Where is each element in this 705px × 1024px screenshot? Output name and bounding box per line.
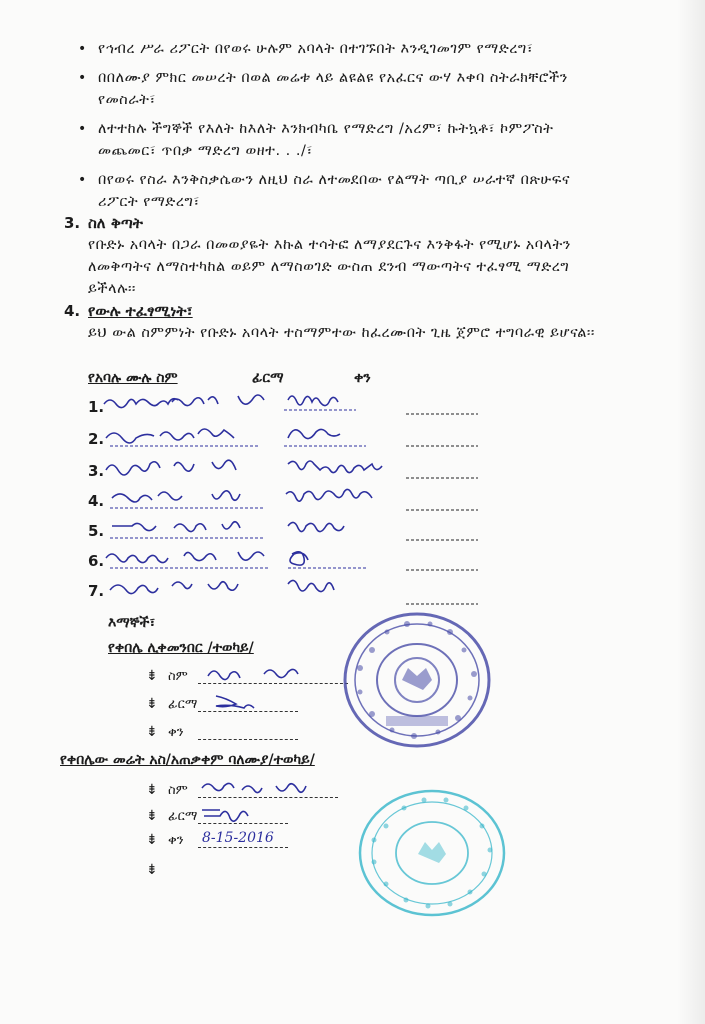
handwritten-name (198, 664, 348, 688)
expert-date-field (146, 832, 366, 854)
handwritten-signature (198, 804, 288, 828)
expert-name-field (146, 782, 366, 804)
arrow-bullet-icon: ⇟ (146, 782, 158, 798)
seal-stamp-icon (342, 610, 492, 750)
list-item (78, 169, 598, 213)
field-line (198, 739, 298, 740)
kebele-signature-field (146, 696, 366, 718)
handwritten-name-and-signature (88, 392, 488, 422)
handwritten-name-and-signature (88, 424, 488, 454)
member-signature-row (88, 392, 488, 422)
field-label: ቀን (168, 833, 184, 848)
section-penalty (64, 212, 604, 300)
field-line (198, 847, 288, 848)
row-number: 2. (88, 430, 105, 448)
land-office-seal (358, 788, 508, 922)
arrow-bullet-icon: ⇟ (146, 696, 158, 712)
row-number: 6. (88, 552, 105, 570)
member-signature-row (88, 546, 488, 576)
signature-table-header (88, 370, 388, 390)
field-label: ፊርማ (168, 809, 198, 824)
seal-stamp-icon (358, 788, 508, 918)
handwritten-name-and-signature (88, 546, 488, 576)
member-signature-row (88, 576, 488, 606)
expert-signature-field (146, 808, 366, 830)
field-label: ስም (168, 669, 188, 684)
section-number: 4. (64, 302, 81, 320)
bullet-dot: • (78, 70, 87, 86)
arrow-bullet-icon: ⇟ (146, 832, 158, 848)
witnesses-title: እማኞች፣ (108, 615, 156, 631)
field-label: ቀን (168, 725, 184, 740)
field-label: ስም (168, 783, 188, 798)
row-number: 7. (88, 582, 105, 600)
date-column-label: ቀን (354, 370, 371, 386)
handwritten-signature (198, 692, 298, 716)
member-signature-row (88, 486, 488, 516)
member-signature-row (88, 424, 488, 454)
land-expert-title: የቀበሌው መሬት አስ/አጠቃቀም ባለሙያ/ተወካይ/ (60, 752, 315, 768)
bullet-dot: • (78, 41, 87, 57)
section-body: የቡድኑ አባላት በጋራ በመወያዬት እኩል ተሳትፎ ለማያደርጉና እንቅፋት የሚሆኑ አባላትን ለመቅጣትና ለማስተካከል ወይም ለማስወገድ ውስጠ ደንብ ማውጣትና ተፈፃሚ ማድረግ ይችላሉ፡፡ (88, 237, 571, 297)
arrow-bullet-icon: ⇟ (146, 668, 158, 684)
bullet-text: የኅብረ ሥራ ሪፖርት በየወሩ ሁሉም አባላት በተገኙበት እንዲገመገም የማድረግ፣ (98, 41, 534, 57)
list-item (78, 38, 598, 60)
bullet-text: በበለሙያ ምክር መሠረት በወል መሬቱ ላይ ልዩልዩ የአፈርና ውሃ እቀባ ስትራክቸሮችን የመስራት፣ (98, 70, 568, 108)
kebele-date-field (146, 724, 366, 746)
list-item (78, 118, 598, 162)
arrow-bullet-icon: ⇟ (146, 724, 158, 740)
row-number: 5. (88, 522, 105, 540)
kebele-chairman-title: የቀበሌ ሊቀመንበር /ተወካይ/ (108, 640, 254, 656)
arrow-bullet-icon: ⇟ (146, 808, 158, 824)
section-title: ስለ ቅጣት (88, 214, 143, 232)
handwritten-date: 8-15-2016 (202, 830, 274, 846)
section-heading (64, 212, 604, 234)
section-number: 3. (64, 214, 81, 232)
page-edge-shadow (677, 0, 705, 1024)
bullet-list (78, 38, 598, 220)
kebele-official-seal (342, 610, 492, 754)
signature-column-label: ፊርማ (252, 370, 284, 386)
member-name-column-label: የአባሉ ሙሉ ስም (88, 370, 178, 386)
handwritten-name-and-signature (88, 516, 488, 546)
bullet-dot: • (78, 121, 87, 137)
section-body: ይህ ውል ስምምነት የቡድኑ አባላት ተስማምተው ከፈረሙበት ጊዜ ጀምሮ ተግባራዊ ይሆናል፡፡ (88, 325, 595, 341)
bullet-text: በየወሩ የስራ እንቅስቃሴውን ለዚህ ስራ ለተመደበው የልማት ጣቢያ ሠራተኛ በጽሁፍና ሪፖርት የማድረግ፣ (98, 172, 571, 210)
field-label: ፊርማ (168, 697, 198, 712)
handwritten-name (198, 778, 338, 802)
arrow-bullet-icon: ⇟ (146, 862, 158, 878)
handwritten-name-and-signature (88, 576, 488, 606)
handwritten-name-and-signature (88, 456, 488, 486)
row-number: 4. (88, 492, 105, 510)
list-item (78, 67, 598, 111)
bullet-dot: • (78, 172, 87, 188)
row-number: 3. (88, 462, 105, 480)
empty-arrow-item (146, 862, 186, 884)
bullet-text: ለተተከሉ ችግኞች የእለት ከእለት እንክብካቤ የማድረግ /አረም፣ ኩትኳቶ፣ ኮምፖስት መጨመር፣ ጥበቃ ማድረግ ወዘተ. . ./፣ (98, 121, 554, 159)
member-signature-row (88, 516, 488, 546)
kebele-name-field (146, 668, 366, 690)
row-number: 1. (88, 398, 105, 416)
section-title: የውሉ ተፈፃሚነት፣ (88, 302, 193, 320)
section-heading (64, 300, 604, 322)
handwritten-name-and-signature (88, 486, 488, 516)
member-signature-row (88, 456, 488, 486)
section-effectiveness (64, 300, 604, 344)
